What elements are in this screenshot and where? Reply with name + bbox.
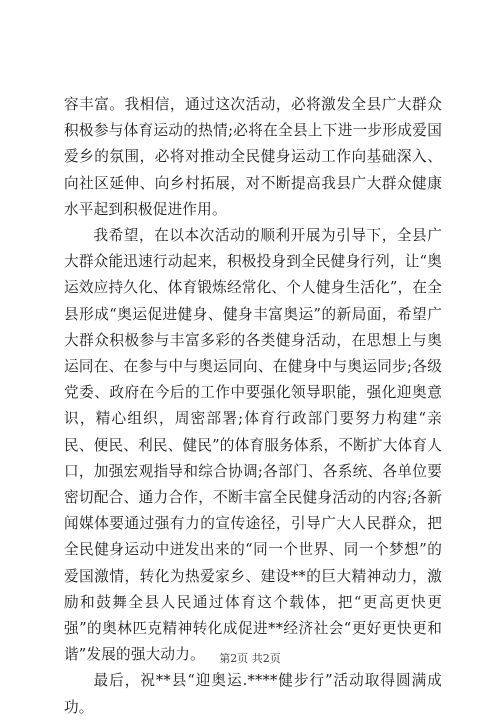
paragraph-closing: 最后，祝**县“迎奥运.****健步行”活动取得圆满成功。 [64, 672, 442, 716]
page-number-label: 第2页 共2页 [219, 652, 281, 665]
paragraph-continuation: 容丰富。我相信，通过这次活动，必将激发全县广大群众积极参与体育运动的热情;必将在全县上下进一步形成爱国爱乡的氛围，必将对推动全民健身运动工作向基础深入、向社区延伸、向乡村拓展，对不断提高我县广大群众健康水平起到积极促进作用。 [64, 96, 442, 218]
document-body [64, 92, 442, 721]
paragraph-hope: 我希望，在以本次活动的顺利开展为引导下，全县广大群众能迅速行动起来，积极投身到全民健身行列，让“奥运效应持久化、体育锻炼经常化、个人健身生活化”，在全县形成“奥运促进健身、健身丰富奥运”的新局面，希望广大群众积极参与丰富多彩的各类健身活动，在思想上与奥运同在、在参与中与奥运同向、在健身中与奥运同步;各级党委、政府在今后的工作中要强化领导职能，强化迎奥意识，精心组织，周密部署;体育行政部门要努力构建“亲民、便民、利民、健民”的体育服务体系，不断扩大体育人口，加强宏观指导和综合协调;各部门、各系统、各单位要密切配合、通力合作，不断丰富全民健身活动的内容;各新闻媒体要通过强有力的宣传途径，引导广大人民群众，把全民健身运动中迸发出来的“同一个世界、同一个梦想”的爱国激情，转化为热爱家乡、建设**的巨大精神动力，激励和鼓舞全县人民通过体育这个载体，把“更高更快更强”的奥林匹克精神转化成促进**经济社会“更好更快更和谐”发展的强大动力。 [64, 227, 442, 664]
page-footer [0, 652, 500, 666]
